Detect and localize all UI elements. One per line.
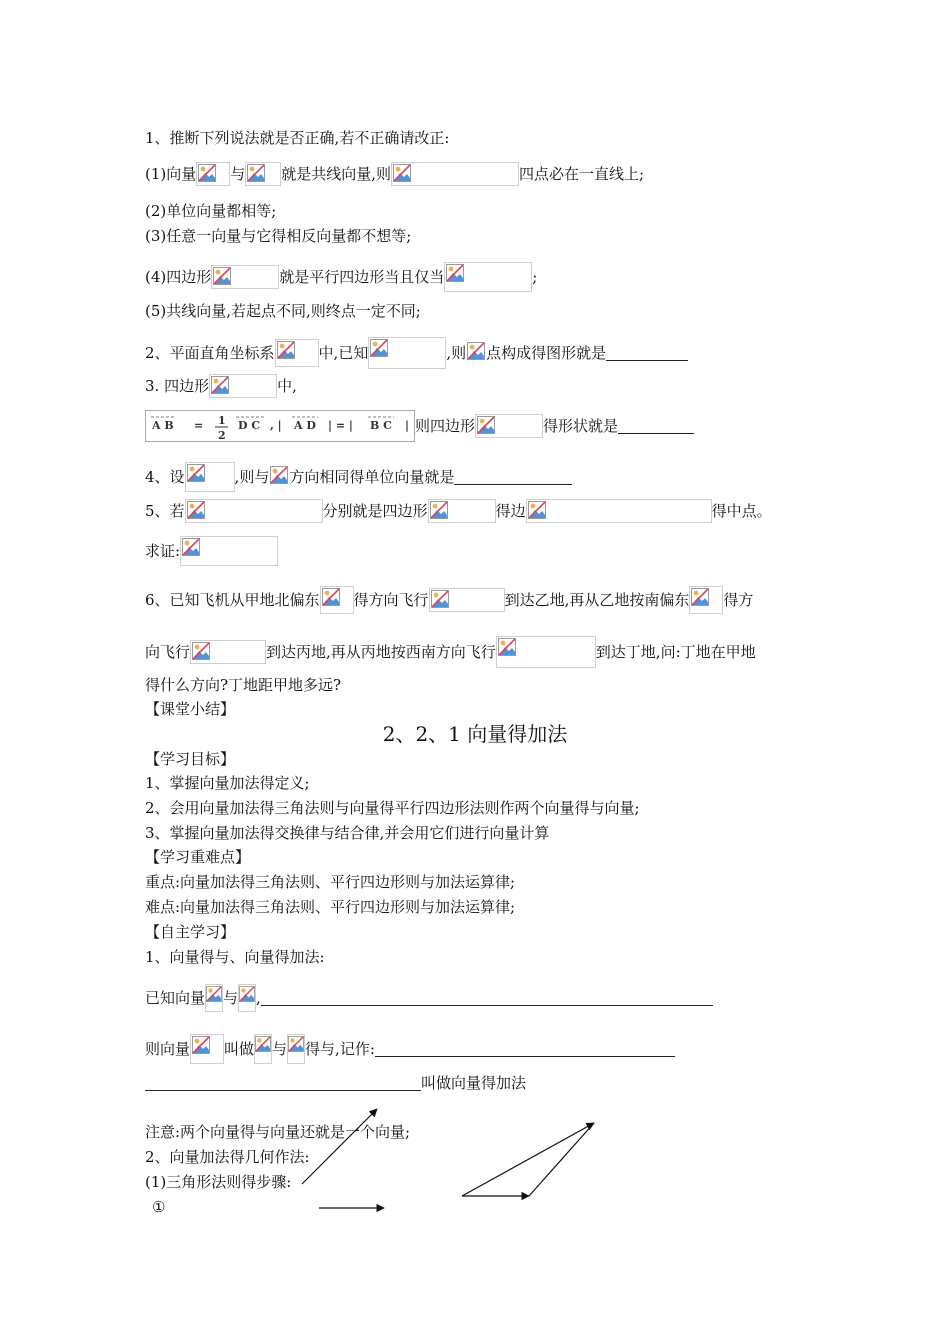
formula-den: 2 [218,429,226,442]
q2: 2、平面直角坐标系 中,已知 ,则 点构成得图形就是 [145,337,688,369]
then-vectors: 则向量 叫做 与 得与,记作: [145,1034,675,1064]
self-study-heading: 【自主学习】 [145,923,236,941]
formula-eq: = [194,419,204,432]
goal-3: 3、掌握向量加法得交换律与结合律,并会用它们进行向量计算 [145,824,550,842]
called-line: 叫做向量得加法 [145,1072,526,1093]
known-vectors: 已知向量 与 , [145,984,713,1012]
q6-line3: 得什么方向?丁地距甲地多远? [145,676,342,694]
q1-title: 1、推断下列说法就是否正确,若不正确请改正: [145,129,450,147]
formula-bc: B C [370,419,392,432]
q5: 5、若 分别就是四边形 得边 得中点。 [145,499,772,523]
q1-item3: (3)任意一向量与它得相反向量都不想等; [145,227,412,245]
triangle-rule: (1)三角形法则得步骤: [145,1173,292,1191]
keypoints-heading: 【学习重难点】 [145,848,251,866]
formula-abs: | = | [328,419,353,432]
q6-line1: 6、已知飞机从甲地北偏东 得方向飞行 到达乙地,再从乙地按南偏东 得方 [145,586,753,614]
q1-item4: (4)四边形 就是平行四边形当且仅当 ; [145,262,537,292]
q1-item2: (2)单位向量都相等; [145,202,277,220]
goal-1: 1、掌握向量加法得定义; [145,774,310,792]
triangle-side-2 [462,1123,594,1196]
formula-end: | [405,419,410,432]
formula-ad: A D [294,419,316,432]
q1-item5: (5)共线向量,若起点不同,则终点一定不同; [145,302,421,320]
section-title: 2、2、1 向量得加法 [382,722,568,746]
key-point: 重点:向量加法得三角法则、平行四边形则与加法运算律; [145,873,516,891]
formula-sep: , | [270,419,282,432]
self-q2: 2、向量加法得几何作法: [145,1148,310,1166]
summary-heading: 【课堂小结】 [145,700,236,718]
q4: 4、设 ,则与 方向相同得单位向量就是 [145,462,572,492]
triangle-side-3 [529,1123,594,1196]
q5-proof: 求证: [145,536,278,566]
goal-2: 2、会用向量加法得三角法则与向量得平行四边形法则作两个向量得与向量; [145,799,640,817]
self-q1: 1、向量得与、向量得加法: [145,948,325,966]
diagonal-arrow [302,1109,377,1184]
step-1: ① [152,1198,166,1216]
formula-dc: D C [238,419,261,432]
q6-line2: 向飞行 到达丙地,再从丙地按西南方向飞行 到达丁地,问:丁地在甲地 [145,636,756,668]
goals-heading: 【学习目标】 [145,750,236,768]
note: 注意:两个向量得与向量还就是一个向量; [145,1123,411,1141]
formula-num: 1 [218,414,226,427]
q3-head: 3. 四边形 中, [145,374,297,398]
formula-ab: A B [152,419,174,432]
q3-body: A B = 1 2 D C , | A D | = | B C | 则四边形 得形状就是 [145,410,694,442]
q1-item1: (1)向量 与 就是共线向量,则 四点必在一直线上; [145,162,644,186]
hard-point: 难点:向量加法得三角法则、平行四边形则与加法运算律; [145,898,516,916]
